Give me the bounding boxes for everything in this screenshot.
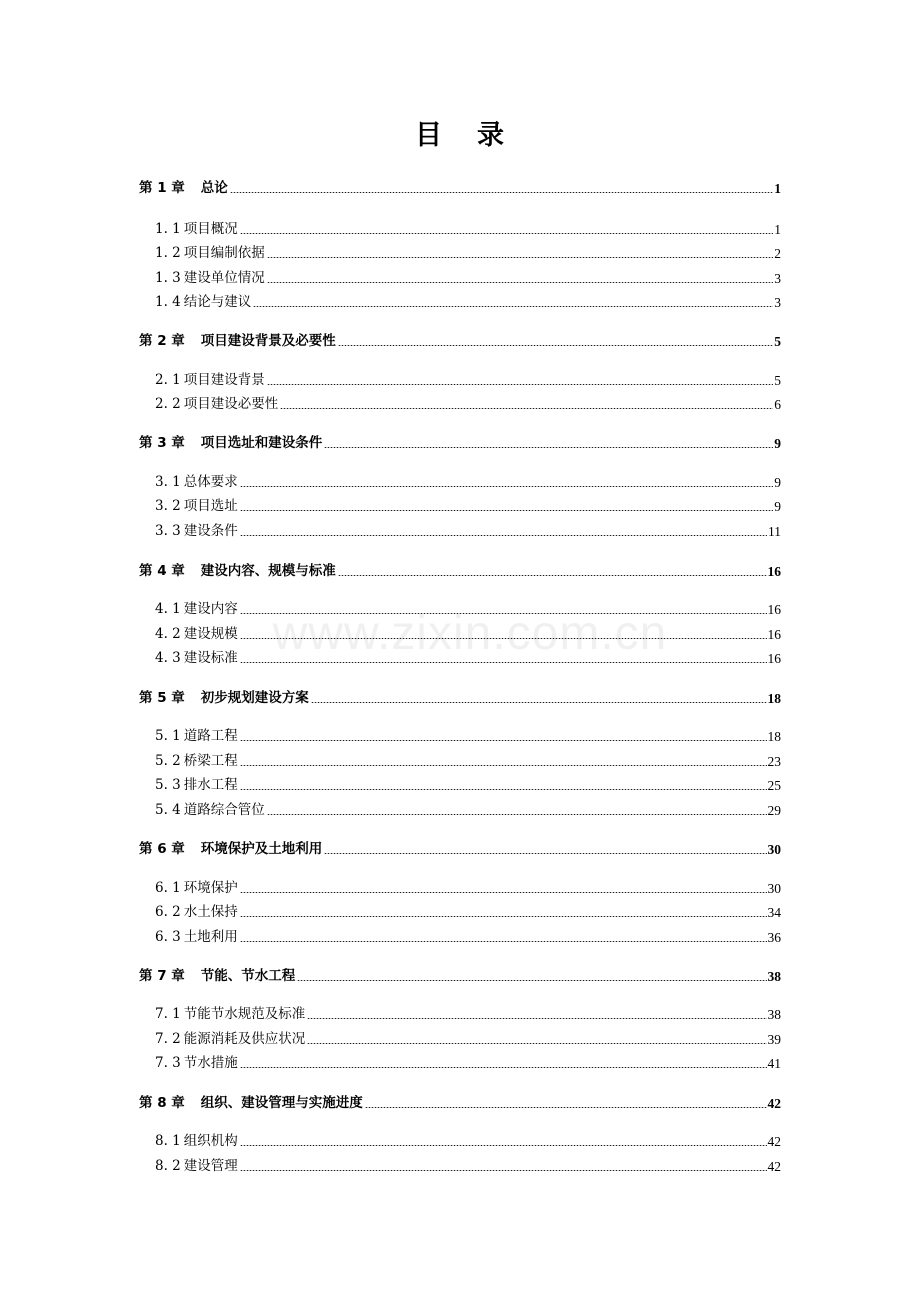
toc-dot-leader (253, 306, 773, 307)
toc-dot-leader (324, 853, 766, 854)
toc-entry-number: 第 6 章 (139, 841, 185, 857)
toc-section-entry[interactable] (155, 393, 781, 413)
toc-entry-number: 7. 1 (155, 1006, 181, 1022)
toc-chapter-entry[interactable] (139, 687, 781, 707)
toc-entry-label (155, 221, 238, 238)
toc-dot-leader (240, 892, 767, 893)
toc-entry-label (155, 396, 278, 413)
toc-chapter-entry[interactable] (139, 965, 781, 985)
toc-entry-label (155, 1031, 305, 1048)
toc-entry-title: 节能、节水工程 (200, 968, 296, 984)
toc-entry-number: 6. 2 (155, 904, 181, 920)
toc-entry-number: 3. 1 (155, 474, 181, 490)
toc-entry-label (155, 1006, 305, 1023)
toc-entry-title: 组织机构 (183, 1133, 238, 1149)
toc-entry-number: 第 3 章 (139, 435, 185, 451)
toc-entry-number: 4. 1 (155, 601, 181, 617)
toc-dot-leader (324, 447, 773, 448)
page-title-first-char: 目 (415, 120, 443, 151)
toc-entry-title: 建设单位情况 (183, 270, 265, 286)
toc-entry-label (155, 802, 265, 819)
toc-section-entry[interactable] (155, 267, 781, 287)
toc-entry-title: 土地利用 (183, 929, 238, 945)
toc-entry-title: 项目建设必要性 (183, 396, 279, 412)
toc-page-number: 5 (774, 334, 781, 349)
toc-dot-leader (311, 702, 767, 703)
toc-entry-title: 桥梁工程 (183, 753, 238, 769)
toc-entry-number: 6. 1 (155, 880, 181, 896)
toc-entry-number: 2. 2 (155, 396, 181, 412)
toc-chapter-entry[interactable] (139, 177, 781, 197)
toc-entry-number: 2. 1 (155, 372, 181, 388)
toc-entry-label (155, 1133, 238, 1150)
toc-entry-label (139, 333, 336, 350)
toc-entry-number: 1. 1 (155, 221, 181, 237)
toc-entry-number: 第 2 章 (139, 333, 185, 349)
toc-section-entry[interactable] (155, 774, 781, 794)
toc-entry-number: 1. 4 (155, 294, 181, 310)
toc-section-entry[interactable] (155, 495, 781, 515)
toc-entry-number: 第 7 章 (139, 968, 185, 984)
toc-section-entry[interactable] (155, 926, 781, 946)
toc-entry-number: 3. 3 (155, 523, 181, 539)
toc-chapter-entry[interactable] (139, 560, 781, 580)
toc-section-entry[interactable] (155, 1130, 781, 1150)
toc-dot-leader (240, 510, 773, 511)
toc-entry-label (155, 270, 265, 287)
toc-entry-label (139, 690, 309, 707)
toc-entry-title: 项目建设背景 (183, 372, 265, 388)
toc-page-number: 30 (767, 842, 781, 857)
toc-section-entry[interactable] (155, 1052, 781, 1072)
toc-entry-label (155, 626, 238, 643)
toc-entry-label (155, 294, 251, 311)
toc-entry-number: 8. 2 (155, 1158, 181, 1174)
toc-entry-label (155, 880, 238, 897)
toc-entry-number: 第 4 章 (139, 563, 185, 579)
toc-dot-leader (267, 384, 773, 385)
toc-page-number: 29 (767, 803, 781, 818)
toc-entry-label (155, 1055, 238, 1072)
toc-entry-title: 总论 (200, 180, 228, 196)
toc-entry-label (155, 728, 238, 745)
toc-entry-title: 节能节水规范及标准 (183, 1006, 306, 1022)
toc-section-entry[interactable] (155, 291, 781, 311)
toc-page-number: 18 (767, 691, 781, 706)
toc-page-number: 5 (774, 373, 781, 388)
toc-entry-title: 节水措施 (183, 1055, 238, 1071)
toc-dot-leader (365, 1107, 767, 1108)
toc-entry-number: 6. 3 (155, 929, 181, 945)
toc-section-entry[interactable] (155, 1028, 781, 1048)
toc-section-entry[interactable] (155, 623, 781, 643)
toc-entry-title: 结论与建议 (183, 294, 252, 310)
toc-entry-label (155, 498, 238, 515)
toc-page-number: 11 (768, 524, 781, 539)
toc-entry-number: 4. 3 (155, 650, 181, 666)
toc-entry-label (139, 841, 322, 858)
toc-page-number: 42 (767, 1134, 781, 1149)
toc-page-number: 42 (767, 1159, 781, 1174)
toc-entry-title: 道路工程 (183, 728, 238, 744)
toc-entry-title: 能源消耗及供应状况 (183, 1031, 306, 1047)
toc-entry-label (155, 777, 238, 794)
toc-page-number: 39 (767, 1032, 781, 1047)
toc-page-number: 2 (774, 246, 781, 261)
toc-entry-title: 建设管理 (183, 1158, 238, 1174)
toc-section-entry[interactable] (155, 1155, 781, 1175)
toc-dot-leader (240, 789, 767, 790)
toc-entry-label (139, 1095, 363, 1112)
toc-entry-label (139, 180, 228, 197)
toc-entry-number: 第 1 章 (139, 180, 185, 196)
toc-dot-leader (267, 282, 773, 283)
toc-entry-title: 项目建设背景及必要性 (200, 333, 336, 349)
toc-entry-number: 1. 2 (155, 245, 181, 261)
toc-entry-title: 项目概况 (183, 221, 238, 237)
toc-entry-number: 5. 1 (155, 728, 181, 744)
toc-page-number: 1 (774, 222, 781, 237)
watermark: www.zixin.com.cn (272, 607, 668, 660)
toc-page-number: 34 (767, 905, 781, 920)
toc-entry-label (155, 650, 238, 667)
toc-entry-number: 7. 2 (155, 1031, 181, 1047)
toc-entry-label (155, 474, 238, 491)
toc-page-number: 25 (767, 778, 781, 793)
toc-dot-leader (297, 980, 766, 981)
toc-entry-title: 建设规模 (183, 626, 238, 642)
toc-section-entry[interactable] (155, 369, 781, 389)
toc-entry-number: 第 5 章 (139, 690, 185, 706)
toc-dot-leader (240, 638, 767, 639)
toc-section-entry[interactable] (155, 471, 781, 491)
toc-dot-leader (338, 575, 767, 576)
toc-dot-leader (240, 613, 767, 614)
toc-dot-leader (240, 662, 767, 663)
toc-entry-number: 8. 1 (155, 1133, 181, 1149)
toc-page-number: 38 (767, 1007, 781, 1022)
toc-entry-title: 项目选址和建设条件 (200, 435, 323, 451)
toc-dot-leader (240, 1067, 767, 1068)
toc-chapter-entry[interactable] (139, 330, 781, 350)
toc-entry-title: 环境保护及土地利用 (200, 841, 323, 857)
toc-dot-leader (240, 1145, 767, 1146)
toc-page-number: 18 (767, 729, 781, 744)
toc-entry-number: 4. 2 (155, 626, 181, 642)
toc-page-number: 38 (767, 969, 781, 984)
toc-entry-title: 水土保持 (183, 904, 238, 920)
toc-entry-number: 5. 3 (155, 777, 181, 793)
toc-dot-leader (240, 233, 773, 234)
toc-entry-number: 5. 2 (155, 753, 181, 769)
toc-entry-label (155, 245, 265, 262)
toc-dot-leader (240, 941, 767, 942)
toc-entry-number: 第 8 章 (139, 1095, 185, 1111)
toc-page-number: 3 (774, 271, 781, 286)
toc-entry-label (139, 435, 322, 452)
toc-entry-number: 3. 2 (155, 498, 181, 514)
toc-section-entry[interactable] (155, 598, 781, 618)
toc-entry-title: 项目编制依据 (183, 245, 265, 261)
toc-dot-leader (280, 408, 773, 409)
toc-entry-title: 建设内容、规模与标准 (200, 563, 336, 579)
toc-entry-label (155, 523, 238, 540)
toc-entry-label (139, 563, 336, 580)
toc-section-entry[interactable] (155, 750, 781, 770)
toc-entry-label (139, 968, 295, 985)
toc-dot-leader (240, 1170, 767, 1171)
toc-page-number: 1 (774, 181, 781, 196)
toc-entry-title: 建设标准 (183, 650, 238, 666)
toc-entry-title: 初步规划建设方案 (200, 690, 309, 706)
toc-page-number: 16 (767, 564, 781, 579)
toc-section-entry[interactable] (155, 1003, 781, 1023)
toc-entry-title: 组织、建设管理与实施进度 (200, 1095, 363, 1111)
toc-entry-title: 总体要求 (183, 474, 238, 490)
toc-page-number: 36 (767, 930, 781, 945)
toc-entry-label (155, 1158, 238, 1175)
toc-dot-leader (338, 345, 773, 346)
toc-entry-title: 环境保护 (183, 880, 238, 896)
toc-entry-label (155, 601, 238, 618)
toc-section-entry[interactable] (155, 520, 781, 540)
toc-page-number: 30 (767, 881, 781, 896)
toc-entry-title: 道路综合管位 (183, 802, 265, 818)
toc-section-entry[interactable] (155, 901, 781, 921)
toc-dot-leader (267, 257, 773, 258)
toc-section-entry[interactable] (155, 799, 781, 819)
toc-entry-title: 项目选址 (183, 498, 238, 514)
toc-page-number: 9 (774, 436, 781, 451)
toc-section-entry[interactable] (155, 218, 781, 238)
toc-page-number: 6 (774, 397, 781, 412)
toc-dot-leader (240, 916, 767, 917)
toc-dot-leader (267, 814, 767, 815)
toc-entry-number: 7. 3 (155, 1055, 181, 1071)
toc-page-number: 9 (774, 499, 781, 514)
toc-entry-label (155, 372, 265, 389)
toc-page-number: 23 (767, 754, 781, 769)
page-title-second-char: 录 (477, 120, 505, 151)
toc-entry-label (155, 904, 238, 921)
toc-dot-leader (240, 535, 767, 536)
toc-entry-label (155, 753, 238, 770)
toc-section-entry[interactable] (155, 242, 781, 262)
toc-section-entry[interactable] (155, 647, 781, 667)
toc-chapter-entry[interactable] (139, 838, 781, 858)
toc-dot-leader (240, 740, 767, 741)
toc-entry-title: 建设条件 (183, 523, 238, 539)
toc-chapter-entry[interactable] (139, 1092, 781, 1112)
toc-page-number: 41 (767, 1056, 781, 1071)
toc-section-entry[interactable] (155, 725, 781, 745)
toc-chapter-entry[interactable] (139, 432, 781, 452)
toc-entry-number: 1. 3 (155, 270, 181, 286)
toc-page-number: 3 (774, 295, 781, 310)
toc-dot-leader (307, 1043, 766, 1044)
toc-dot-leader (240, 765, 767, 766)
toc-page-number: 16 (767, 602, 781, 617)
toc-dot-leader (240, 486, 773, 487)
toc-page-number: 16 (767, 651, 781, 666)
toc-entry-label (155, 929, 238, 946)
toc-page-number: 9 (774, 475, 781, 490)
toc-section-entry[interactable] (155, 877, 781, 897)
toc-entry-title: 排水工程 (183, 777, 238, 793)
toc-entry-title: 建设内容 (183, 601, 238, 617)
toc-dot-leader (307, 1018, 766, 1019)
toc-dot-leader (230, 192, 773, 193)
toc-page-number: 16 (767, 627, 781, 642)
toc-page-number: 42 (767, 1096, 781, 1111)
toc-entry-number: 5. 4 (155, 802, 181, 818)
